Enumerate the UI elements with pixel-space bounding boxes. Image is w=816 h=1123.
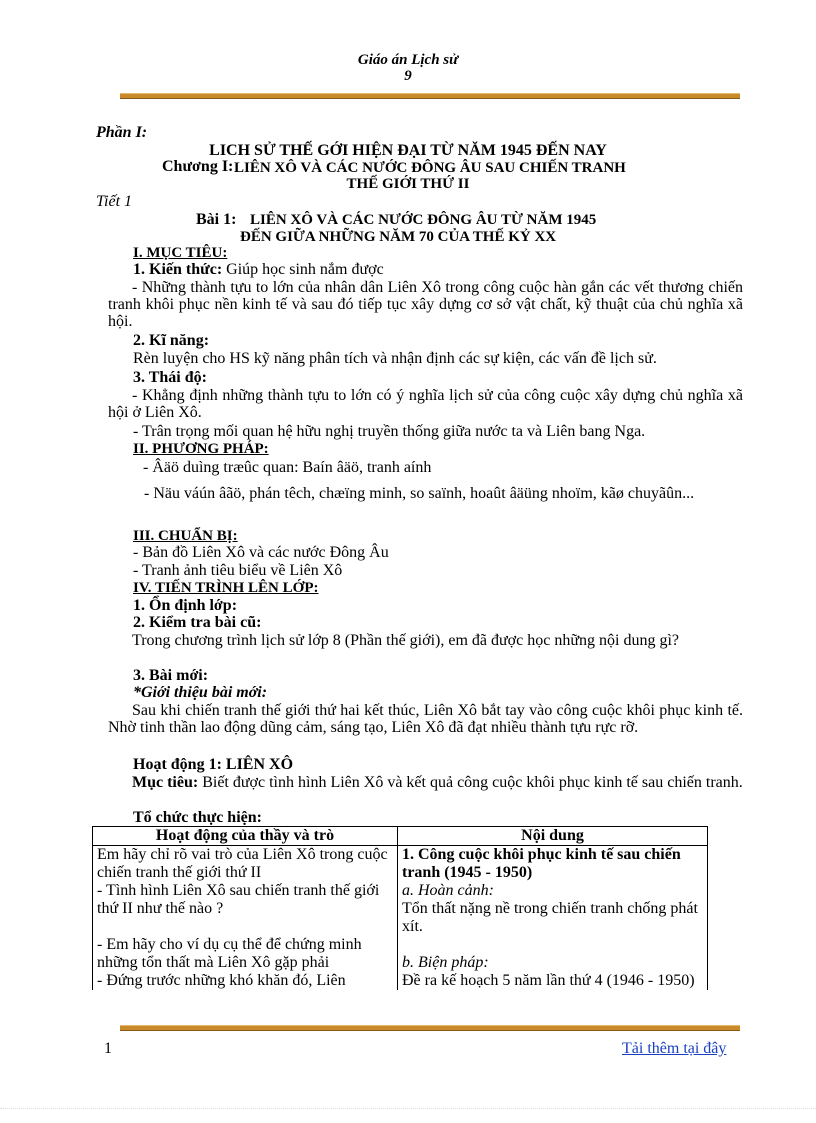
table-left-line: - Tình hình Liên Xô sau chiến tranh thế giới thứ II như thế nào ? [97, 882, 380, 917]
skill-label: 2. Kĩ năng: [133, 332, 210, 349]
lesson-label: Bài 1: [196, 211, 237, 228]
content-sub-context: a. Hoàn cảnh: [402, 882, 494, 899]
part-label: Phần I: [96, 124, 148, 141]
table-header-activities: Hoạt động của thầy và trò [93, 827, 398, 846]
org-label: Tổ chức thực hiện: [133, 809, 262, 826]
chapter-title-line1: LIÊN XÔ VÀ CÁC NƯỚC ĐÔNG ÂU SAU CHIẾN TRANH [234, 160, 626, 176]
content-sub-measures: b. Biện pháp: [402, 954, 489, 971]
step2-text: Trong chương trình lịch sử lớp 8 (Phần thế giới), em đã được học những nội dung gì? [132, 632, 679, 649]
skill-text: Rèn luyện cho HS kỹ năng phân tích và nhận định các sự kiện, các vấn đề lịch sử. [133, 350, 657, 367]
step3: 3. Bài mới: [133, 667, 209, 684]
chapter-label: Chương I: [162, 158, 234, 175]
section3-heading: III. CHUẨN BỊ: [133, 528, 238, 544]
knowledge-line [133, 261, 384, 278]
lesson-period: Tiết 1 [96, 193, 133, 210]
section1-heading: I. MỤC TIÊU: [133, 245, 228, 261]
section4-heading: IV. TIẾN TRÌNH LÊN LỚP: [133, 580, 319, 596]
table-row [93, 846, 708, 991]
knowledge-label: 1. Kiến thức: [133, 261, 223, 278]
page-header [0, 52, 816, 84]
table-left-line: - Em hãy cho ví dụ cụ thể để chứng minh những tổn thất mà Liên Xô gặp phải [97, 936, 362, 971]
table-cell-content [398, 846, 708, 991]
page-bottom-edge [0, 1108, 816, 1109]
header-divider [120, 93, 740, 99]
intro-label: *Giới thiệu bài mới: [133, 684, 268, 701]
download-link[interactable]: Tải thêm tại đây [622, 1040, 727, 1057]
step2: 2. Kiểm tra bài cũ: [133, 614, 262, 631]
activity-table [92, 826, 708, 990]
goal-body: Biết được tình hình Liên Xô và kết quả công cuộc khôi phục kinh tế sau chiến tranh. [202, 774, 743, 791]
knowledge-detail: - Những thành tựu to lớn của nhân dân Liên Xô trong công cuộc hàn gắn các vết thương chiến tranh khôi phục nền kinh tế và sau đó tiếp tục xây dựng cơ sở vật chất, kỹ thuật của chủ nghĩa xã hội. [108, 279, 743, 330]
table-cell-activities [93, 846, 398, 991]
step1: 1. Ổn định lớp: [133, 597, 238, 614]
lesson-title-line1: LIÊN XÔ VÀ CÁC NƯỚC ĐÔNG ÂU TỪ NĂM 1945 [250, 212, 597, 228]
knowledge-text: Giúp học sinh nắm được [226, 261, 384, 278]
content-context-text: Tổn thất nặng nề trong chiến tranh chống phát xít. [402, 900, 698, 935]
header-subtitle: 9 [404, 68, 412, 84]
table-left-line: Em hãy chỉ rõ vai trò của Liên Xô trong cuộc chiến tranh thế giới thứ II [97, 846, 388, 881]
method-item1: - Âäö duìng træûc quan: Baín âäö, tranh aính [143, 459, 432, 476]
lesson-title-line2: ĐẾN GIỮA NHỮNG NĂM 70 CỦA THẾ KỶ XX [240, 229, 557, 245]
attitude-label: 3. Thái độ: [133, 369, 207, 386]
header-title: Giáo án Lịch sử [357, 52, 459, 68]
goal-text [108, 774, 743, 791]
activity-title: Hoạt động 1: LIÊN XÔ [133, 756, 294, 773]
attitude-text2: - Trân trọng mối quan hệ hữu nghị truyền thống giữa nước ta và Liên bang Nga. [133, 423, 646, 440]
content-measures-text: Đề ra kế hoạch 5 năm lần thứ 4 (1946 - 1950) [402, 972, 695, 989]
section2-heading: II. PHƯƠNG PHÁP: [133, 441, 269, 457]
page-number: 1 [104, 1040, 112, 1057]
footer-divider [120, 1025, 740, 1031]
table-header-row [93, 827, 708, 846]
prep-item1: - Bản đồ Liên Xô và các nước Đông Âu [133, 544, 389, 561]
chapter-title-line2: THẾ GIỚI THỨ II [346, 176, 470, 192]
content-heading: 1. Công cuộc khôi phục kinh tế sau chiến tranh (1945 - 1950) [402, 846, 681, 881]
goal-label: Mục tiêu: [132, 774, 199, 791]
table-header-content: Nội dung [398, 827, 708, 846]
table-left-line: - Đứng trước những khó khăn đó, Liên [97, 972, 346, 989]
intro-text: Sau khi chiến tranh thế giới thứ hai kết thúc, Liên Xô bắt tay vào công cuộc khôi phục kinh tế. Nhờ tinh thần lao động dũng cảm, sáng tạo, Liên Xô đã đạt nhiều thành tựu rực rỡ. [108, 702, 743, 736]
attitude-text1: - Khẳng định những thành tựu to lớn có ý nghĩa lịch sử của công cuộc xây dựng chủ nghĩa xã hội ở Liên Xô. [108, 387, 743, 421]
part-title: LICH SỬ THẾ GỚI HIỆN ĐẠI TỪ NĂM 1945 ĐẾN NAY [209, 142, 607, 159]
prep-item2: - Tranh ảnh tiêu biểu về Liên Xô [133, 562, 343, 579]
method-item2: - Näu váún âãö, phán têch, chæïng minh, so saïnh, hoaût âäüng nhoïm, kãø chuyãûn... [144, 485, 695, 502]
